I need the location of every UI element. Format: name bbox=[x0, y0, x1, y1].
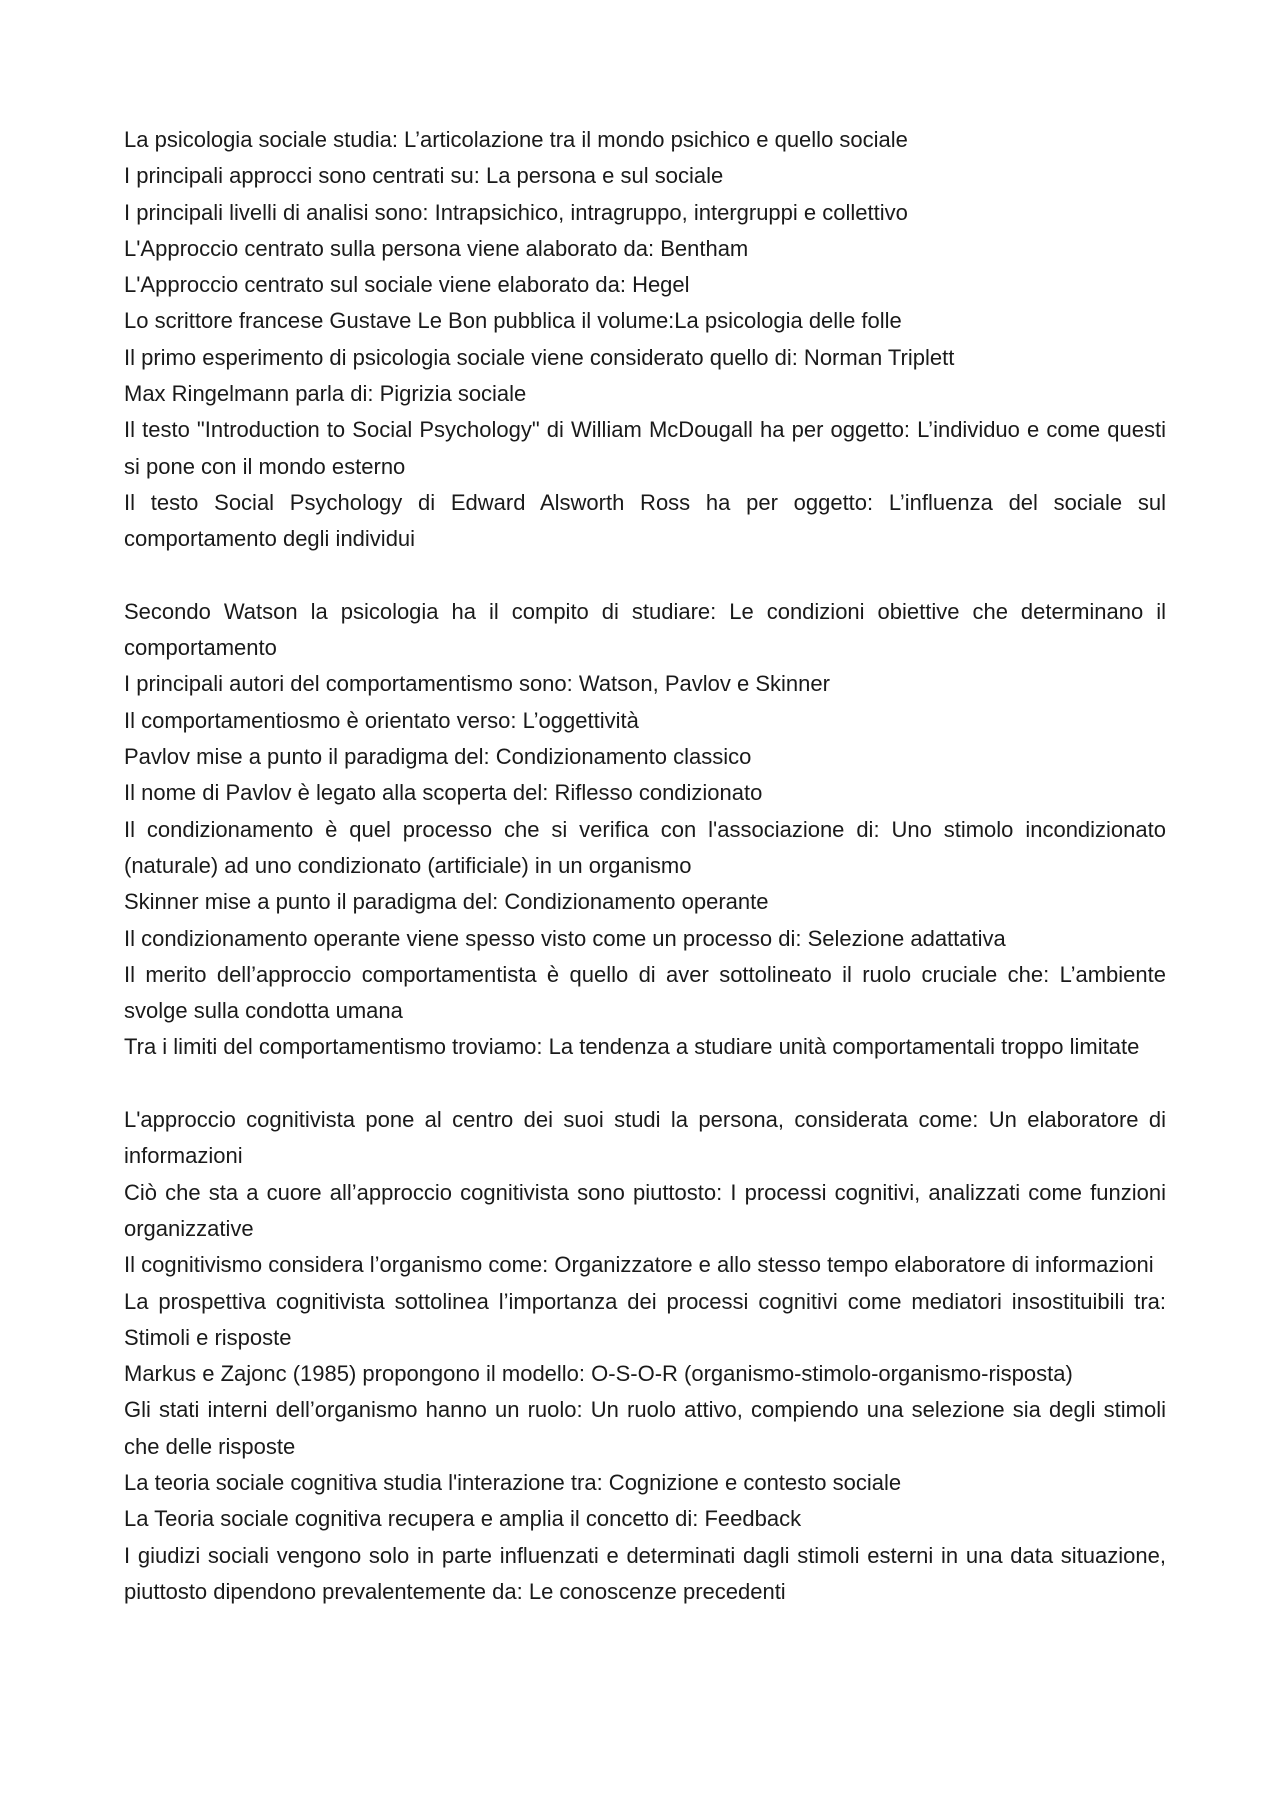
text-line: Il condizionamento operante viene spesso visto come un processo di: Selezione adattativa bbox=[124, 925, 1006, 951]
text-paragraph: Il testo "Introduction to Social Psychology" di William McDougall ha per oggetto: L’individuo e come questi si pone con il mondo esterno bbox=[124, 417, 1166, 479]
text-line: L'Approccio centrato sul sociale viene elaborato da: Hegel bbox=[124, 272, 690, 298]
text-line: Pavlov mise a punto il paradigma del: Condizionamento classico bbox=[124, 744, 752, 770]
text-paragraph: L'approccio cognitivista pone al centro dei suoi studi la persona, considerata come: Un elaboratore di informazioni bbox=[124, 1107, 1166, 1169]
text-paragraph: Secondo Watson la psicologia ha il compito di studiare: Le condizioni obiettive che determinano il comportamento bbox=[124, 598, 1166, 661]
text-paragraph: Il condizionamento è quel processo che si verifica con l'associazione di: Uno stimolo incondizionato (naturale) ad uno condizionato (artificiale) in un organismo bbox=[124, 816, 1166, 878]
text-paragraph: I giudizi sociali vengono solo in parte influenzati e determinati dagli stimoli esterni in una data situazione, piuttosto dipendono prevalentemente da: Le conoscenze precedenti bbox=[124, 1542, 1166, 1604]
section-spacer bbox=[124, 1066, 1166, 1102]
document-body bbox=[124, 122, 1166, 1610]
text-line: Il nome di Pavlov è legato alla scoperta del: Riflesso condizionato bbox=[124, 780, 763, 806]
text-line: Markus e Zajonc (1985) propongono il modello: O-S-O-R (organismo-stimolo-organismo-risposta) bbox=[124, 1361, 1073, 1387]
text-line: L'Approccio centrato sulla persona viene alaborato da: Bentham bbox=[124, 235, 749, 261]
text-paragraph: Gli stati interni dell’organismo hanno un ruolo: Un ruolo attivo, compiendo una selezione sia degli stimoli che delle risposte bbox=[124, 1397, 1166, 1459]
text-paragraph: Il cognitivismo considera l’organismo come: Organizzatore e allo stesso tempo elaboratore di informazioni bbox=[124, 1252, 1154, 1278]
text-line: La teoria sociale cognitiva studia l'interazione tra: Cognizione e contesto sociale bbox=[124, 1469, 902, 1495]
section-social-psychology bbox=[124, 122, 1166, 558]
text-paragraph: Ciò che sta a cuore all’approccio cognitivista sono piuttosto: I processi cognitivi, analizzati come funzioni organizzative bbox=[124, 1179, 1166, 1241]
text-line: Il comportamentiosmo è orientato verso: L’oggettività bbox=[124, 707, 639, 733]
text-line: I principali autori del comportamentismo sono: Watson, Pavlov e Skinner bbox=[124, 671, 830, 697]
text-paragraph: Il testo Social Psychology di Edward Alsworth Ross ha per oggetto: L’influenza del sociale sul comportamento degli individui bbox=[124, 489, 1166, 552]
section-spacer bbox=[124, 558, 1166, 594]
text-line: I principali livelli di analisi sono: Intrapsichico, intragruppo, intergruppi e collettivo bbox=[124, 199, 908, 225]
section-behaviorism bbox=[124, 594, 1166, 1066]
text-line: La psicologia sociale studia: L’articolazione tra il mondo psichico e quello sociale bbox=[124, 127, 908, 152]
text-paragraph: La prospettiva cognitivista sottolinea l’importanza dei processi cognitivi come mediatori insostituibili tra: Stimoli e risposte bbox=[124, 1288, 1166, 1350]
text-line: La Teoria sociale cognitiva recupera e amplia il concetto di: Feedback bbox=[124, 1506, 802, 1532]
text-line: I principali approcci sono centrati su: La persona e sul sociale bbox=[124, 163, 724, 189]
text-line: Max Ringelmann parla di: Pigrizia sociale bbox=[124, 381, 527, 407]
text-paragraph: Tra i limiti del comportamentismo troviamo: La tendenza a studiare unità comportamentali troppo limitate bbox=[124, 1034, 1140, 1060]
text-paragraph: Il merito dell’approccio comportamentista è quello di aver sottolineato il ruolo cruciale che: L’ambiente svolge sulla condotta umana bbox=[124, 961, 1166, 1024]
text-line: Lo scrittore francese Gustave Le Bon pubblica il volume:La psicologia delle folle bbox=[124, 308, 902, 334]
text-line: Skinner mise a punto il paradigma del: Condizionamento operante bbox=[124, 889, 769, 915]
text-line: Il primo esperimento di psicologia sociale viene considerato quello di: Norman Triplett bbox=[124, 344, 955, 370]
section-cognitivism bbox=[124, 1102, 1166, 1610]
